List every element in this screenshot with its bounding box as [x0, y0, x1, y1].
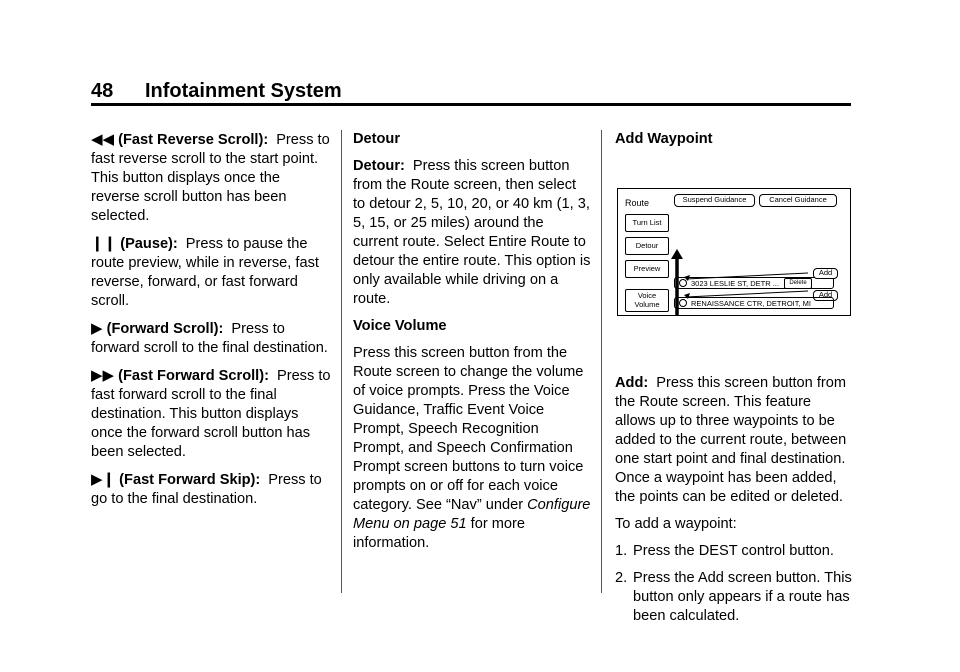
- fast-reverse-scroll-paragraph: [91, 130, 331, 226]
- voice-volume-paragraph: [353, 344, 591, 553]
- description: Press to fast reverse scroll to the start point. This button displays once the reverse scroll button has been selected.: [91, 132, 330, 224]
- add-intro: To add a waypoint:: [615, 516, 737, 532]
- add-button-1: Add: [813, 268, 838, 279]
- term: Add:: [615, 375, 649, 391]
- pause-icon: ❙❙: [91, 235, 117, 252]
- description: Press this screen button from the Route screen, then select to detour 2, 5, 10, 20, or 40 km (1, 3, 5, 15, or 25 miles) around the current route. Select Entire Route to detour the entire route. This option is only available while driving on a route.: [353, 158, 591, 307]
- detour-button: Detour: [625, 237, 669, 255]
- destination-address: RENAISSANCE CTR, DETROIT, MI: [691, 298, 812, 308]
- list-item: [615, 542, 855, 561]
- detour-heading: Detour: [353, 131, 401, 147]
- route-screen-title: Route: [625, 198, 650, 208]
- suspend-guidance-button: Suspend Guidance: [674, 194, 755, 207]
- list-item: [615, 569, 855, 626]
- term: (Fast Reverse Scroll):: [118, 132, 269, 148]
- cross-reference-link[interactable]: Configure Menu on page 51: [353, 497, 591, 532]
- term: Detour:: [353, 158, 405, 174]
- description: Press to go to the final destination.: [91, 472, 322, 507]
- page-number: 48: [91, 80, 114, 102]
- add-paragraph: [615, 374, 855, 507]
- column-divider-1: [341, 130, 342, 593]
- preview-button: Preview: [625, 260, 669, 278]
- cancel-guidance-button: Cancel Guidance: [759, 194, 837, 207]
- fast-forward-icon: ▶▶: [91, 367, 115, 384]
- delete-button: Delete: [784, 278, 812, 289]
- column-2: [353, 130, 591, 561]
- fast-forward-skip-paragraph: [91, 470, 331, 509]
- skip-forward-icon: ▶❙: [91, 471, 116, 488]
- destination-pin-icon: [679, 299, 687, 307]
- add-button-2: Add: [813, 290, 838, 301]
- step-number: 1.: [615, 543, 628, 559]
- page-title: Infotainment System: [145, 80, 342, 102]
- term: (Pause):: [120, 236, 178, 252]
- add-steps-list: [615, 542, 855, 626]
- step-number: 2.: [615, 570, 628, 586]
- description: Press to pause the route preview, while in reverse, fast reverse, forward, or fast forward scroll.: [91, 236, 319, 309]
- detour-paragraph: [353, 157, 591, 309]
- forward-icon: ▶: [91, 320, 103, 337]
- column-3: [615, 130, 855, 634]
- fast-reverse-icon: ◀◀: [91, 131, 115, 148]
- forward-scroll-paragraph: [91, 319, 331, 358]
- term: (Fast Forward Skip):: [119, 472, 261, 488]
- voice-volume-heading: Voice Volume: [353, 318, 447, 334]
- description: Press to forward scroll to the final destination.: [91, 321, 328, 356]
- pause-paragraph: [91, 234, 331, 311]
- add-waypoint-heading: Add Waypoint: [615, 131, 713, 147]
- step-text: Press the Add screen button. This button only appears if a route has been calculated.: [633, 570, 852, 624]
- description-end: for more information.: [353, 516, 526, 551]
- description: Press this screen button from the Route screen to change the volume of voice prompts. Press the Voice Guidance, Traffic Event Voice Prompt, Speech Recognition Prompt, and Speech Confirmation Prompt screen buttons to turn voice prompts on or off for each voice category. See “Nav” under: [353, 345, 584, 513]
- term: (Forward Scroll):: [106, 321, 224, 337]
- description: Press to fast forward scroll to the final destination. This button displays once the forward scroll button has been selected.: [91, 368, 331, 460]
- route-screen-illustration: [617, 188, 851, 316]
- turn-list-button: Turn List: [625, 214, 669, 232]
- description: Press this screen button from the Route screen. This feature allows up to three waypoints to be added to the current route, between one start point and final destination. Once a waypoint has been added, the points can be edited or deleted.: [615, 375, 847, 505]
- waypoint-address: 3023 LESLIE ST, DETR ...: [691, 278, 779, 288]
- header-rule: [91, 103, 851, 106]
- column-1: [91, 130, 331, 517]
- step-text: Press the DEST control button.: [633, 543, 834, 559]
- voice-volume-button: Voice Volume: [625, 289, 669, 312]
- fast-forward-scroll-paragraph: [91, 366, 331, 462]
- term: (Fast Forward Scroll):: [118, 368, 269, 384]
- column-divider-2: [601, 130, 602, 593]
- waypoint-marker-icon: [679, 279, 687, 287]
- destination-entry: [674, 297, 834, 309]
